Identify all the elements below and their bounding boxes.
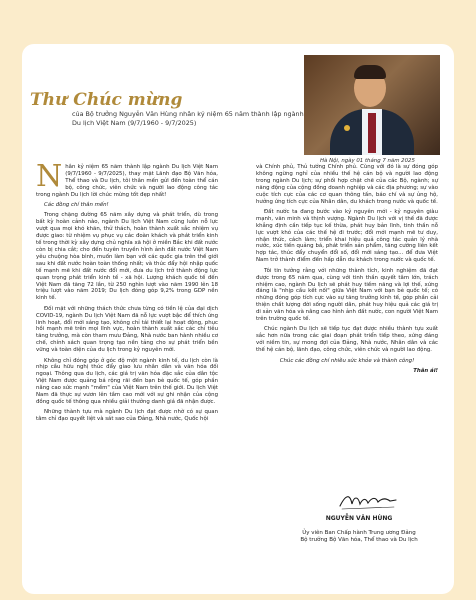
paragraph: Trong chặng đường 65 năm xây dựng và phát triển, dù trong bất kỳ hoàn cảnh nào, ngành Du lịch Việt Nam cũng luôn nỗ lực vượt qua mọi khó khăn, thử thách, hoàn thành xuất sắc nhiệm vụ được giao: từ nhiệm vụ phục vụ các đoàn khách và phát triển kinh tế trong thời kỳ xây dựng chủ nghĩa xã hội ở miền Bắc khi đất nước còn bị chia cắt; cho đến tuyên truyền hình ảnh đất nước Việt Nam yêu chuộng hòa bình, muốn làm bạn với các quốc gia trên thế giới sau khi đất nước hoàn toàn thống nhất; và thúc đẩy hội nhập quốc tế mạnh mẽ khi đất nước đổi mới, đưa du lịch trở thành động lực quan trọng phát triển kinh tế - xã hội. Lượng khách quốc tế đến Việt Nam đã tăng 72 lần, từ 250 nghìn lượt vào năm 1990 lên 18 triệu lượt vào năm 2019; Du lịch đóng góp 9,2% trong GDP nền kinh tế. bbox=[36, 212, 218, 302]
portrait-pin bbox=[344, 125, 350, 131]
right-column bbox=[256, 164, 438, 378]
closing-wish: Chúc các đồng chí nhiều sức khỏe và thành công! bbox=[279, 357, 415, 364]
signatory-name: NGUYỄN VĂN HÙNG bbox=[325, 515, 393, 522]
dropcap: N bbox=[36, 159, 63, 194]
letter-date: Hà Nội, ngày 01 tháng 7 năm 2025 bbox=[320, 158, 415, 164]
paragraph: Chúc ngành Du lịch sẽ tiếp tục đạt được nhiều thành tựu xuất sắc hơn nữa trong các giai đoạn phát triển tiếp theo, xứng đáng với niềm tin, sự mong đợi của Đảng, Nhà nước, Nhân dân và các thế hệ cán bộ, lãnh đạo, công chức, viên chức và người lao động. bbox=[256, 326, 438, 354]
signatory-title-line: Bộ trưởng Bộ Văn hóa, Thể thao và Du lịch bbox=[300, 537, 418, 543]
sign-off: Thân ái! bbox=[413, 367, 438, 374]
paragraph: Đối mặt với những thách thức chưa từng có tiền lệ của đại dịch COVID-19, ngành Du lịch Việt Nam đã nỗ lực vượt bậc để thích ứng linh hoạt, đổi mới sáng tạo, không chỉ tái thiết lại hoạt động, phục hồi mạnh mẽ trên mọi lĩnh vực, hoàn thành xuất sắc các chỉ tiêu tăng trưởng, mà còn tham mưu Đảng, Nhà nước ban hành nhiều cơ chế, chính sách quan trọng tạo nền tảng cho sự phát triển bền vững và toàn diện của du lịch trong kỷ nguyên mới. bbox=[36, 305, 218, 354]
letter-subtitle: của Bộ trưởng Nguyễn Văn Hùng nhân kỷ niệm 65 năm thành lập ngành Du lịch Việt Nam (9/7/1960 - 9/7/2025) bbox=[72, 110, 304, 127]
portrait-hair bbox=[354, 65, 386, 79]
handwritten-signature bbox=[336, 488, 400, 514]
left-column bbox=[36, 159, 218, 427]
greeting: Các đồng chí thân mến! bbox=[44, 202, 109, 209]
paragraph: Không chỉ đóng góp ở góc độ một ngành kinh tế, du lịch còn là nhịp cầu hữu nghị thúc đẩy giao lưu nhân dân và văn hóa đối ngoại. Thông qua du lịch, các giá trị văn hóa đặc sắc của dân tộc Việt Nam được quảng bá rộng rãi đến bạn bè quốc tế, góp phần nâng cao sức mạnh "mềm" của Việt Nam trên thế giới. Du lịch Việt Nam đã thực sự vươn lên tầm cao mới với sự ghi nhận của cộng đồng quốc tế thông qua nhiều giải thưởng danh giá đã nhận được. bbox=[36, 357, 218, 405]
minister-portrait bbox=[304, 55, 440, 155]
intro-text: hân kỷ niệm 65 năm thành lập ngành Du lịch Việt Nam (9/7/1960 - 9/7/2025), thay mặt Lãnh đạo Bộ Văn hóa, Thể thao và Du lịch, tôi thân mến gửi đến toàn thể cán bộ, công chức, viên chức và người lao động công tác trong ngành Du lịch lời chúc mừng tốt đẹp nhất! bbox=[36, 164, 218, 198]
paragraph: Đất nước ta đang bước vào kỷ nguyên mới - kỷ nguyên giàu mạnh, văn minh và thịnh vượng. Ngành Du lịch với vị thế đã được khẳng định cần tiếp tục kế thừa, phát huy bản lĩnh, tinh thần nỗ lực vượt khó của các thế hệ đi trước; đổi mới mạnh mẽ tư duy, nhận thức, cách làm; triển khai hiệu quả công tác quản lý nhà nước, xúc tiến quảng bá, phát triển sản phẩm, tăng cường liên kết hợp tác, thúc đẩy chuyển đổi số, đổi mới sáng tạo... để đưa Việt Nam trở thành điểm đến hấp dẫn du khách trong nước và quốc tế. bbox=[256, 208, 438, 264]
signatory-title bbox=[264, 530, 454, 544]
paragraph: Tôi tin tưởng rằng với những thành tích, kinh nghiệm đã đạt được trong 65 năm qua, cùng với tinh thần quyết tâm lớn, trách nhiệm cao, ngành Du lịch sẽ phát huy tiềm năng và lợi thế, xứng đáng là "nhịp cầu kết nối" giữa Việt Nam với bạn bè quốc tế; có những đóng góp tích cực vào sự tăng trưởng kinh tế, góp phần cải thiện chất lượng đời sống người dân, phát huy hiệu quả các giá trị di sản văn hóa và nâng cao hình ảnh đất nước, con người Việt Nam trên trường quốc tế. bbox=[256, 267, 438, 323]
paragraph: Những thành tựu mà ngành Du lịch đạt được nhờ có sự quan tâm chỉ đạo quyết liệt và sát sao của Đảng, Nhà nước, Quốc hội bbox=[36, 409, 218, 423]
portrait-tie bbox=[368, 113, 376, 153]
paragraph: và Chính phủ, Thủ tướng Chính phủ. Cùng với đó là sự đóng góp không ngừng nghỉ của nhiều thế hệ cán bộ và người lao động trong ngành Du lịch; sự phối hợp chặt chẽ của các Bộ, ngành; sự năng động của cộng đồng doanh nghiệp và các địa phương; sự vào cuộc tích cực của các cơ quan thông tấn, báo chí và sự ủng hộ, hưởng ứng tích cực của Nhân dân, du khách trong nước và quốc tế. bbox=[256, 164, 438, 205]
letter-title: Thư Chúc mừng bbox=[30, 90, 183, 110]
intro-paragraph bbox=[36, 159, 218, 199]
signatory-title-line: Ủy viên Ban Chấp hành Trung ương Đảng bbox=[302, 530, 416, 536]
